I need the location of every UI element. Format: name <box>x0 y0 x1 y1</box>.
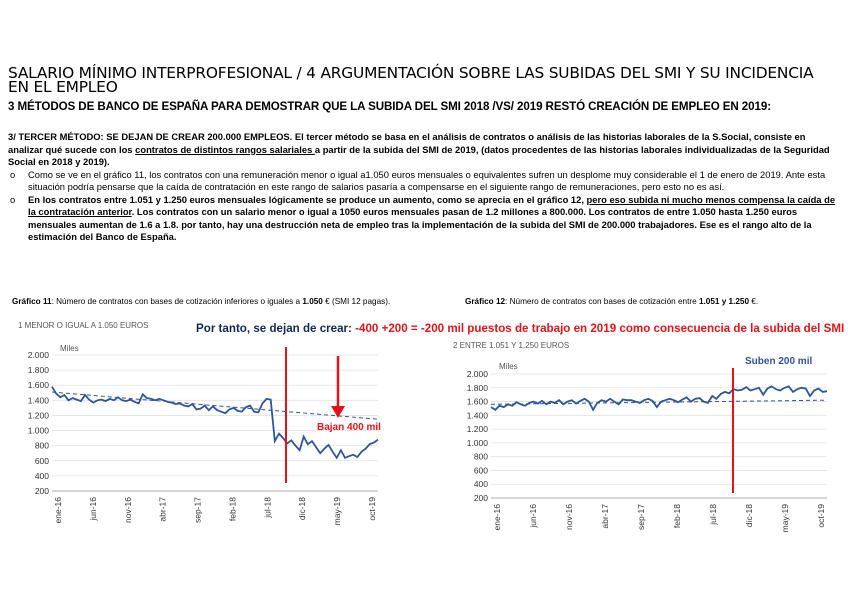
x-tick-label: may-19 <box>332 497 343 526</box>
bullet-2-text-c: . Los contratos con un salario menor o igual a 1050 euros mensuales pasan de 1.2 millones a 800.000. Los contratos de entre 1.050 hasta 1.250 euros mensuales aumentan de 1.6 a 1.8. por tanto, hay una destrucción neta de empleo tras la implementación de la subida del SMI de 200.000 trabajadores. Ese es el rango alto de la estimación del Banco de España. <box>28 206 812 242</box>
body-text <box>8 131 836 244</box>
chart-12-caption <box>465 297 845 307</box>
x-tick-label: jun-16 <box>87 497 98 521</box>
y-axis-unit: Miles <box>499 362 518 371</box>
conclusion-lead: Por tanto, se dejan de crear: <box>196 322 356 335</box>
x-tick-label: may-19 <box>780 504 790 533</box>
y-tick-label: 400 <box>473 479 488 490</box>
bullet-marker: o <box>10 168 16 180</box>
bullet-2-underlined: pero eso subida ni mucho menos compensa la caída de la contratación anterior <box>28 193 836 217</box>
y-tick-label: 1.200 <box>27 410 49 421</box>
bullet-marker: o <box>10 193 16 205</box>
x-tick-label: jun-16 <box>528 504 538 528</box>
y-tick-label: 1.000 <box>466 437 488 448</box>
chart-title: 2 ENTRE 1.051 Y 1.250 EUROS <box>453 341 570 350</box>
intro-underlined: contratos de distintos rangos salariales <box>135 143 315 155</box>
x-tick-label: ene-16 <box>492 504 502 531</box>
x-tick-label: feb-18 <box>227 497 238 522</box>
chart-11-caption <box>12 297 442 307</box>
y-tick-label: 1.600 <box>466 396 488 407</box>
chart-12 <box>447 338 839 538</box>
x-tick-label: feb-18 <box>672 504 682 529</box>
intro-paragraph <box>8 131 836 169</box>
caption-11-text: : Número de contratos con bases de cotización inferiores o iguales a <box>51 297 303 306</box>
x-tick-label: abr-17 <box>600 504 610 529</box>
x-tick-label: sep-17 <box>192 497 203 523</box>
caption-12-tail: €. <box>749 297 759 306</box>
bullet-item-1 <box>8 169 836 194</box>
page-subtitle: 3 MÉTODOS DE BANCO DE ESPAÑA PARA DEMOSTRAR QUE LA SUBIDA DEL SMI 2018 /VS/ 2019 RESTÓ CREACIÓN DE EMPLEO EN 2019: <box>8 100 771 113</box>
x-tick-label: oct-19 <box>367 497 377 521</box>
bullet-item-2 <box>8 194 836 244</box>
caption-12-amount: 1.051 y 1.250 <box>698 297 750 306</box>
x-tick-label: nov-16 <box>122 497 133 523</box>
y-tick-label: 1.400 <box>466 410 488 421</box>
bullet-list <box>8 169 836 244</box>
caption-12-text: : Número de contratos con bases de cotización entre <box>505 297 699 306</box>
y-tick-label: 600 <box>473 465 488 476</box>
y-tick-label: 1.000 <box>27 425 49 436</box>
series-line <box>491 386 827 409</box>
x-tick-label: jul-18 <box>262 497 273 518</box>
bullet-1-text: Como se ve en el gráfico 11, los contratos con una remuneración menor o igual a1.050 euros mensuales o equivalentes sufren un desplome muy considerable el 1 de enero de 2019. Ante esta situación podría pensarse que la caída de contratación en este rango de salarios pasaría a compensarse en el siguiente rango de remuneraciones, pero esto no es así. <box>28 168 826 192</box>
y-axis-unit: Miles <box>60 344 79 353</box>
x-tick-label: dic-18 <box>744 504 754 528</box>
x-tick-label: oct-19 <box>816 504 826 528</box>
y-tick-label: 2.000 <box>27 350 49 360</box>
x-tick-label: jul-18 <box>708 504 718 525</box>
y-tick-label: 2.000 <box>466 369 488 379</box>
y-tick-label: 800 <box>473 451 488 462</box>
down-arrow-head <box>331 406 345 418</box>
intro-lead: 3/ TERCER MÉTODO: SE DEJAN DE CREAR 200.000 EMPLEOS. El tercer método se basa en el análisis de contratos o análisis de las historias laborales de la S.Social, consiste en analizar qué sucede con los <box>8 131 806 155</box>
y-tick-label: 400 <box>34 470 49 481</box>
y-tick-label: 200 <box>473 493 488 503</box>
y-tick-label: 1.800 <box>466 382 488 393</box>
x-tick-label: sep-17 <box>636 504 646 530</box>
y-tick-label: 1.400 <box>27 395 49 406</box>
x-tick-label: dic-18 <box>297 497 308 521</box>
y-tick-label: 1.800 <box>27 365 49 376</box>
conclusion-highlight: -400 +200 = -200 mil puestos de trabajo en 2019 como consecuencia de la subida del SMI <box>355 322 845 335</box>
chart-annotation: Suben 200 mil <box>745 356 813 367</box>
caption-11-amount: 1.050 <box>302 297 323 306</box>
y-tick-label: 1.600 <box>27 380 49 391</box>
intro-tail: a partir de la subida del SMI de 2019, (datos procedentes de las historias laborales individualizadas de la Seguridad Social en 2018 y 2019). <box>8 143 830 167</box>
x-tick-label: abr-17 <box>157 497 168 522</box>
y-tick-label: 800 <box>34 440 49 451</box>
bullet-2-text-a: En los contratos entre 1.051 y 1.250 euros mensuales lógicamente se produce un aumento, como se aprecia en el gráfico 12, <box>28 193 587 205</box>
y-tick-label: 600 <box>34 455 49 466</box>
page-title: SALARIO MÍNIMO INTERPROFESIONAL / 4 ARGUMENTACIÓN SOBRE LAS SUBIDAS DEL SMI Y SU INCIDENCIA EN EL EMPLEO <box>8 64 814 96</box>
caption-12-lead: Gráfico 12 <box>465 297 506 306</box>
chart-11 <box>10 318 392 528</box>
y-tick-label: 200 <box>34 486 49 496</box>
caption-11-tail: € (SMI 12 pagas). <box>322 297 391 306</box>
x-tick-label: ene-16 <box>53 497 63 524</box>
y-tick-label: 1.200 <box>466 424 488 435</box>
chart-annotation: Bajan 400 mil <box>317 422 381 433</box>
caption-11-lead: Gráfico 11 <box>12 297 52 306</box>
chart-title: 1 MENOR O IGUAL A 1.050 EUROS <box>18 321 149 330</box>
x-tick-label: nov-16 <box>564 504 574 530</box>
